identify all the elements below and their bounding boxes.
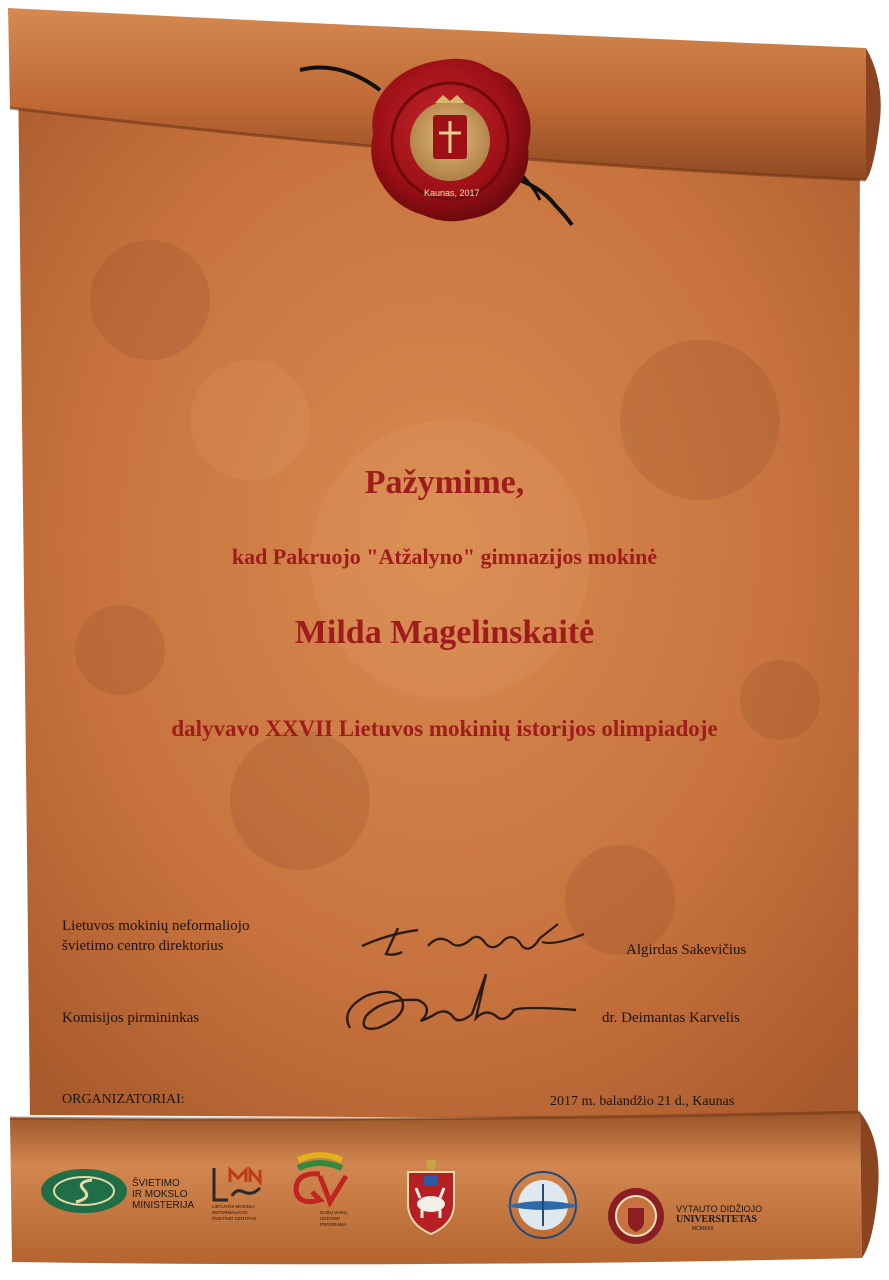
ministry-line2: IR MOKSLO — [132, 1189, 188, 1200]
vdu-line1: VYTAUTO DIDŽIOJO — [676, 1204, 763, 1214]
recipient-name: Milda Magelinskaitė — [294, 614, 595, 651]
signer1-role-line1: Lietuvos mokinių neformaliojo — [62, 918, 250, 934]
ministry-line3: MINISTERIJA — [132, 1200, 195, 1211]
wax-seal — [365, 55, 535, 225]
ministry-emblem-icon — [40, 1168, 128, 1214]
kaunas-coat-of-arms-logo — [396, 1158, 466, 1238]
ministry-line1: ŠVIETIMO — [132, 1178, 180, 1189]
signer2-name: dr. Deimantas Karvelis — [602, 1010, 740, 1026]
signer2-role: Komisijos pirmininkas — [62, 1010, 200, 1026]
signer1-name: Algirdas Sakevičius — [626, 942, 747, 958]
lmnsc-logo — [212, 1166, 274, 1228]
signature-chairman — [336, 966, 586, 1046]
vdu-line2: UNIVERSITETAS — [676, 1214, 757, 1225]
lmnsc-sub2: NEFORMALIOJO — [212, 1210, 248, 1215]
ministry-logo — [40, 1168, 210, 1218]
history-teachers-association-logo — [498, 1170, 588, 1240]
gabus-logo — [290, 1150, 360, 1240]
certificate-line1: kad Pakruojo "Atžalyno" gimnazijos mokinė — [231, 544, 658, 569]
lmnsc-sub3: ŠVIETIMO CENTRAS — [212, 1216, 257, 1221]
vdu-seal-icon — [606, 1186, 666, 1246]
vdu-line3: MCMXXII — [692, 1226, 714, 1232]
signer1-role-line2: švietimo centro direktorius — [62, 938, 224, 954]
signature-director — [358, 916, 588, 966]
certificate-line2: dalyvavo XXVII Lietuvos mokinių istorijos olimpiadoje — [171, 716, 718, 741]
organizers-label: ORGANIZATORIAI: — [62, 1092, 185, 1107]
vdu-logo — [606, 1186, 786, 1246]
lmnsc-mark-icon — [212, 1166, 264, 1202]
seal-place-year: Kaunas, 2017 — [424, 188, 480, 198]
gabus-sub3: PROGRAMA — [320, 1222, 347, 1227]
gabus-mark-icon — [290, 1150, 350, 1208]
lmnsc-sub1: LIETUVOS MOKINIŲ — [212, 1204, 255, 1209]
gabus-sub1: GABŲ VAIKŲ — [320, 1210, 348, 1215]
date-place: 2017 m. balandžio 21 d., Kaunas — [550, 1094, 735, 1109]
gabus-sub2: UGDYMO — [320, 1216, 341, 1221]
certificate-heading: Pažymime, — [364, 464, 525, 501]
